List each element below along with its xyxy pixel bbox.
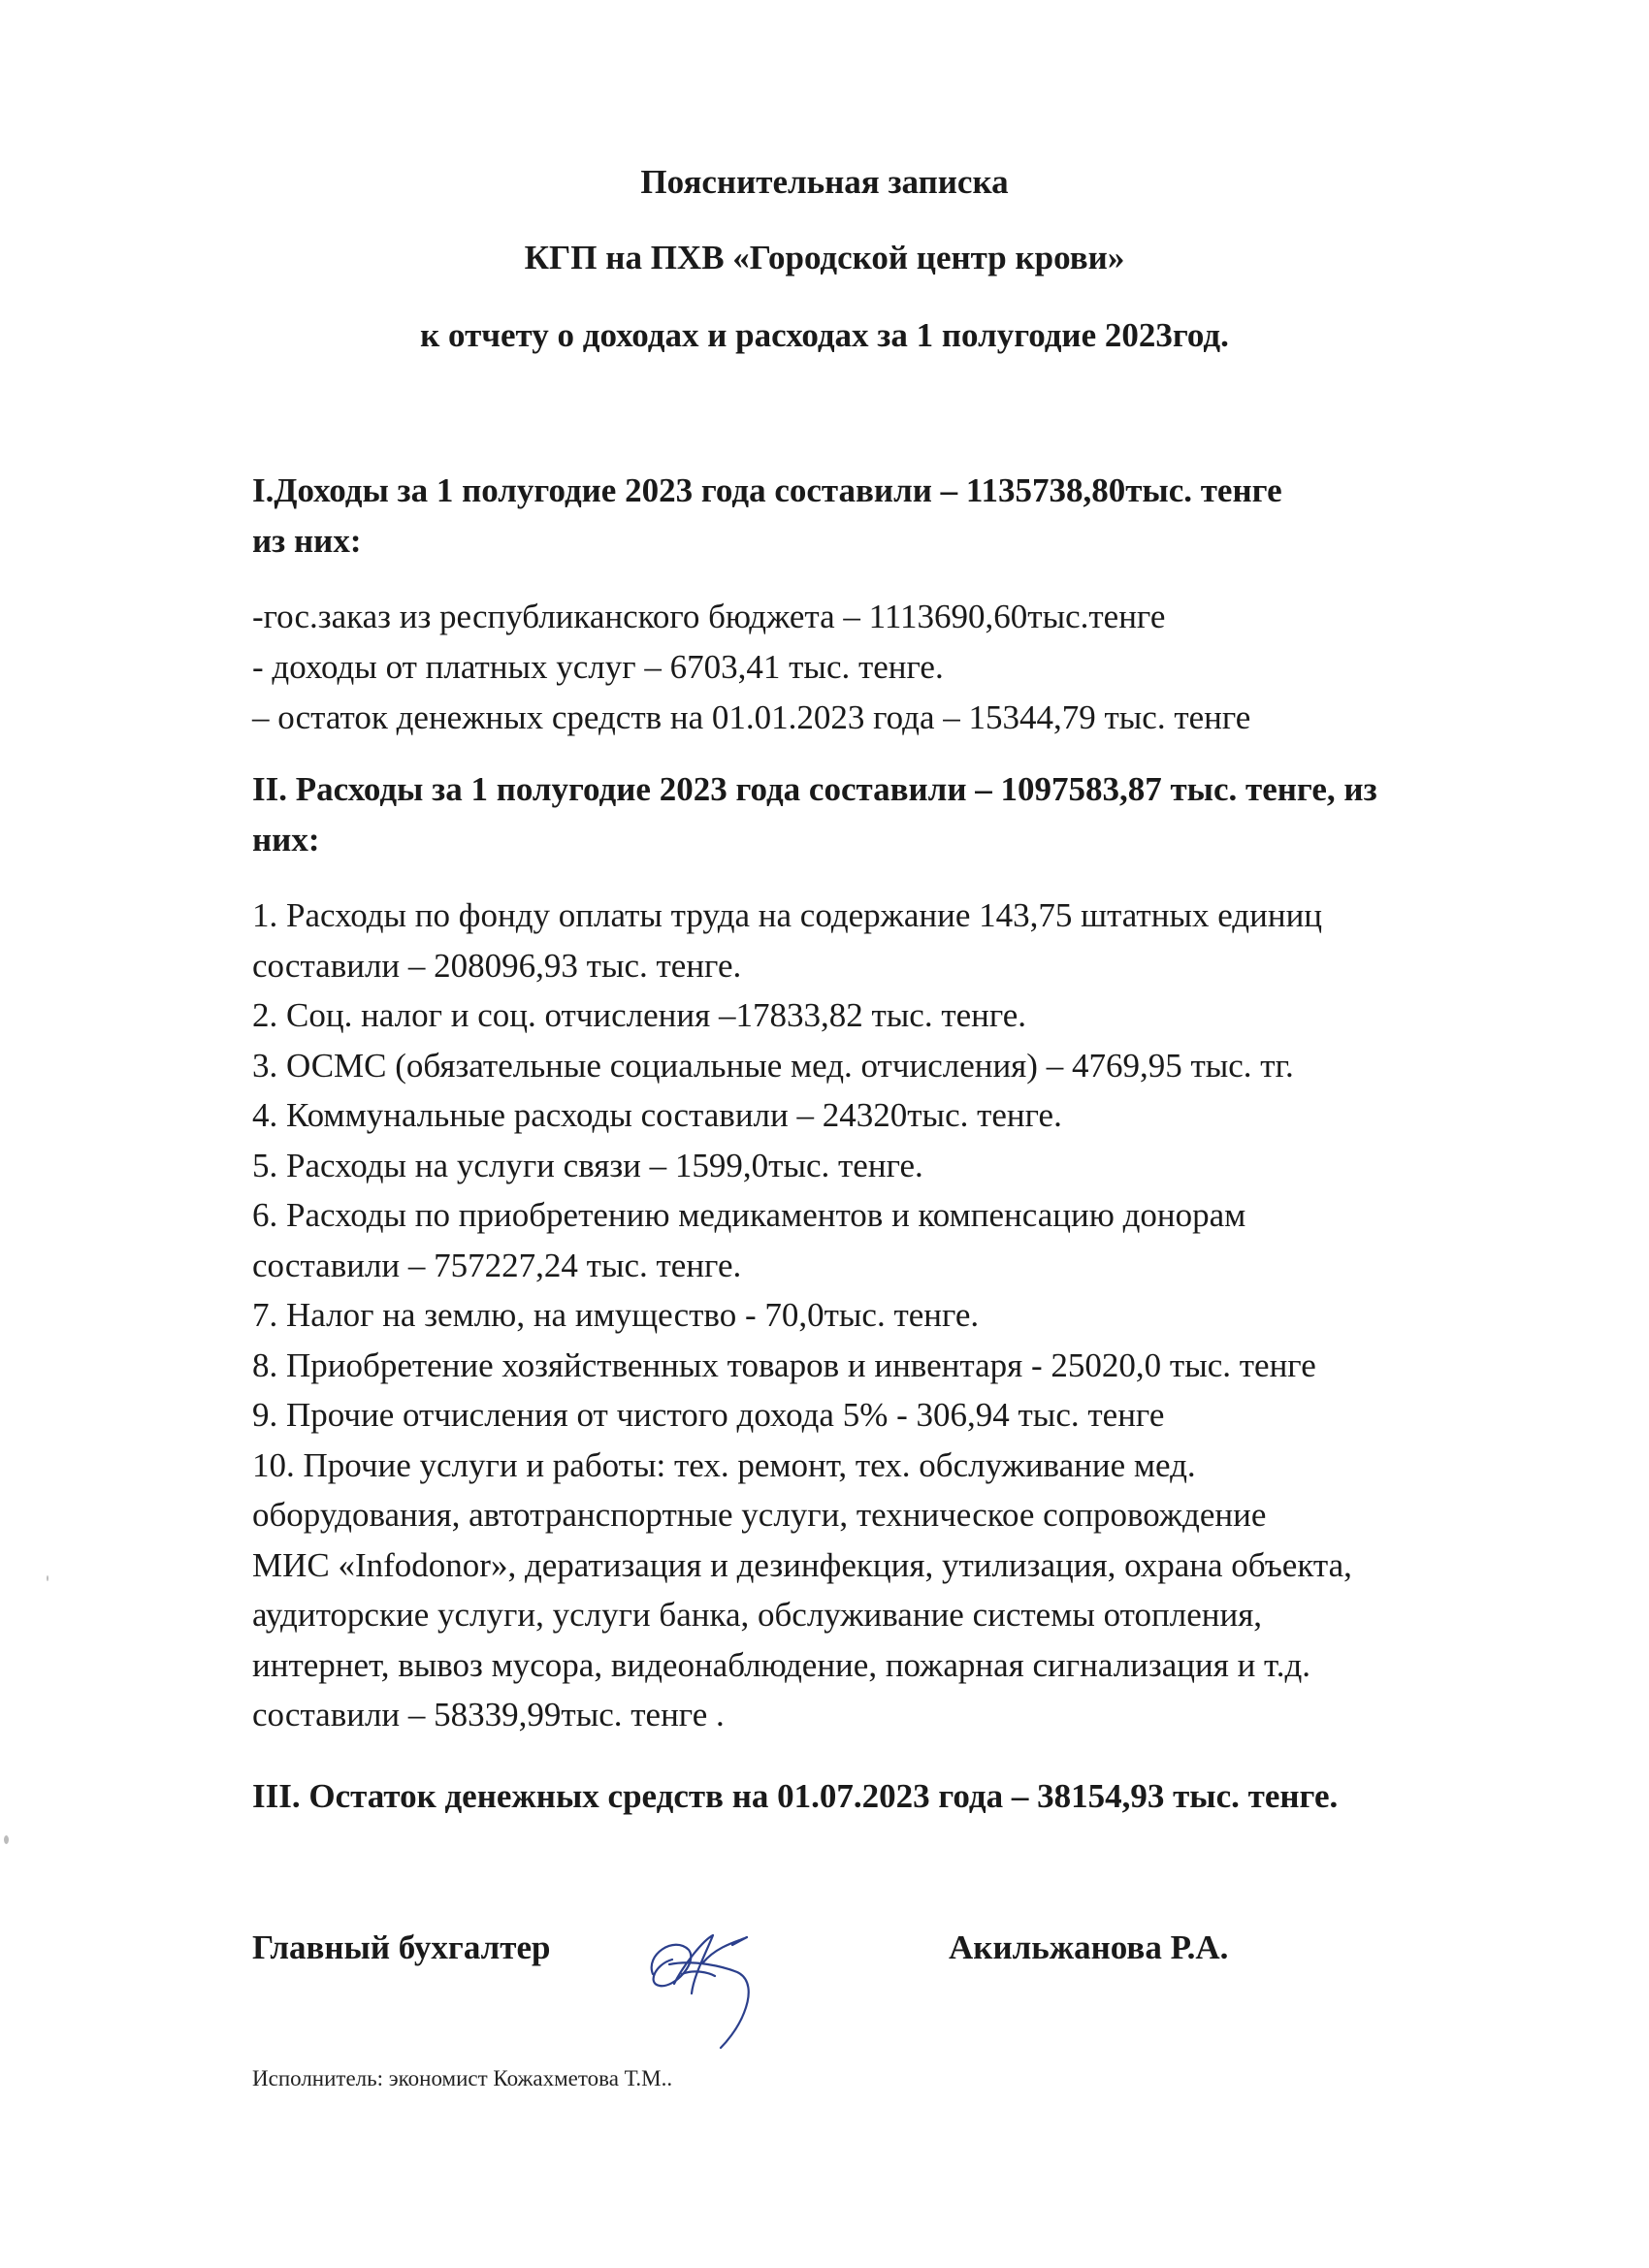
expense-line: 6. Расходы по приобретению медикаментов и компенсацию донорам bbox=[252, 1196, 1246, 1234]
expenses-list bbox=[252, 891, 1533, 1740]
expenses-heading-continuation: них: bbox=[252, 821, 320, 859]
income-item: - доходы от платных услуг – 6703,41 тыс. тенге. bbox=[252, 648, 944, 686]
organization-name: КГП на ПХВ «Городской центр крови» bbox=[524, 239, 1125, 276]
scan-artifact bbox=[4, 1835, 9, 1844]
expense-line: составили – 58339,99тыс. тенге . bbox=[252, 1696, 725, 1733]
expense-line: аудиторские услуги, услуги банка, обслуживание системы отопления, bbox=[252, 1596, 1263, 1634]
expense-line: 5. Расходы на услуги связи – 1599,0тыс. тенге. bbox=[252, 1146, 923, 1184]
expense-line: 8. Приобретение хозяйственных товаров и инвентаря - 25020,0 тыс. тенге bbox=[252, 1345, 1316, 1384]
income-heading-continuation: из них: bbox=[252, 522, 362, 560]
scan-artifact bbox=[47, 1575, 48, 1581]
executor-note: Исполнитель: экономист Кожахметова Т.М.. bbox=[252, 2066, 673, 2090]
expense-line: 9. Прочие отчисления от чистого дохода 5% - 306,94 тыс. тенге bbox=[252, 1396, 1165, 1434]
expense-line: 3. ОСМС (обязательные социальные мед. отчисления) – 4769,95 тыс. тг. bbox=[252, 1046, 1294, 1085]
report-subtitle: к отчету о доходах и расходах за 1 полугодие 2023год. bbox=[420, 316, 1229, 354]
signatory-name: Акильжанова Р.А. bbox=[949, 1928, 1229, 1966]
expenses-section bbox=[252, 764, 1533, 865]
expense-line: 4. Коммунальные расходы составили – 24320тыс. тенге. bbox=[252, 1096, 1062, 1134]
income-heading: I.Доходы за 1 полугодие 2023 года составили – 1135738,80тыс. тенге bbox=[252, 471, 1282, 509]
document-title: Пояснительная записка bbox=[640, 163, 1009, 201]
expense-line: 2. Соц. налог и соц. отчисления –17833,82 тыс. тенге. bbox=[252, 996, 1027, 1034]
income-item: -гос.заказ из республиканского бюджета – 1113690,60тыс.тенге bbox=[252, 598, 1166, 635]
expenses-heading: II. Расходы за 1 полугодие 2023 года составили – 1097583,87 тыс. тенге, из bbox=[252, 770, 1377, 808]
handwritten-signature bbox=[635, 1916, 791, 2052]
expense-line: МИС «Infodonor», дератизация и дезинфекция, утилизация, охрана объекта, bbox=[252, 1545, 1352, 1584]
expense-line: 7. Налог на землю, на имущество - 70,0тыс. тенге. bbox=[252, 1296, 980, 1334]
expense-line: оборудования, автотранспортные услуги, техническое сопровождение bbox=[252, 1496, 1267, 1534]
balance-heading: III. Остаток денежных средств на 01.07.2023 года – 38154,93 тыс. тенге. bbox=[252, 1777, 1339, 1815]
expense-line: 1. Расходы по фонду оплаты труда на содержание 143,75 штатных единиц bbox=[252, 896, 1323, 934]
expense-line: составили – 208096,93 тыс. тенге. bbox=[252, 946, 742, 985]
expense-line: составили – 757227,24 тыс. тенге. bbox=[252, 1246, 742, 1284]
income-section bbox=[252, 466, 1533, 567]
income-item: – остаток денежных средств на 01.01.2023 года – 15344,79 тыс. тенге bbox=[252, 698, 1251, 736]
balance-section bbox=[252, 1771, 1533, 1822]
signatory-title: Главный бухгалтер bbox=[252, 1928, 551, 1966]
expense-line: интернет, вывоз мусора, видеонаблюдение, пожарная сигнализация и т.д. bbox=[252, 1645, 1311, 1684]
income-items bbox=[252, 592, 1533, 743]
expense-line: 10. Прочие услуги и работы: тех. ремонт, тех. обслуживание мед. bbox=[252, 1445, 1196, 1484]
